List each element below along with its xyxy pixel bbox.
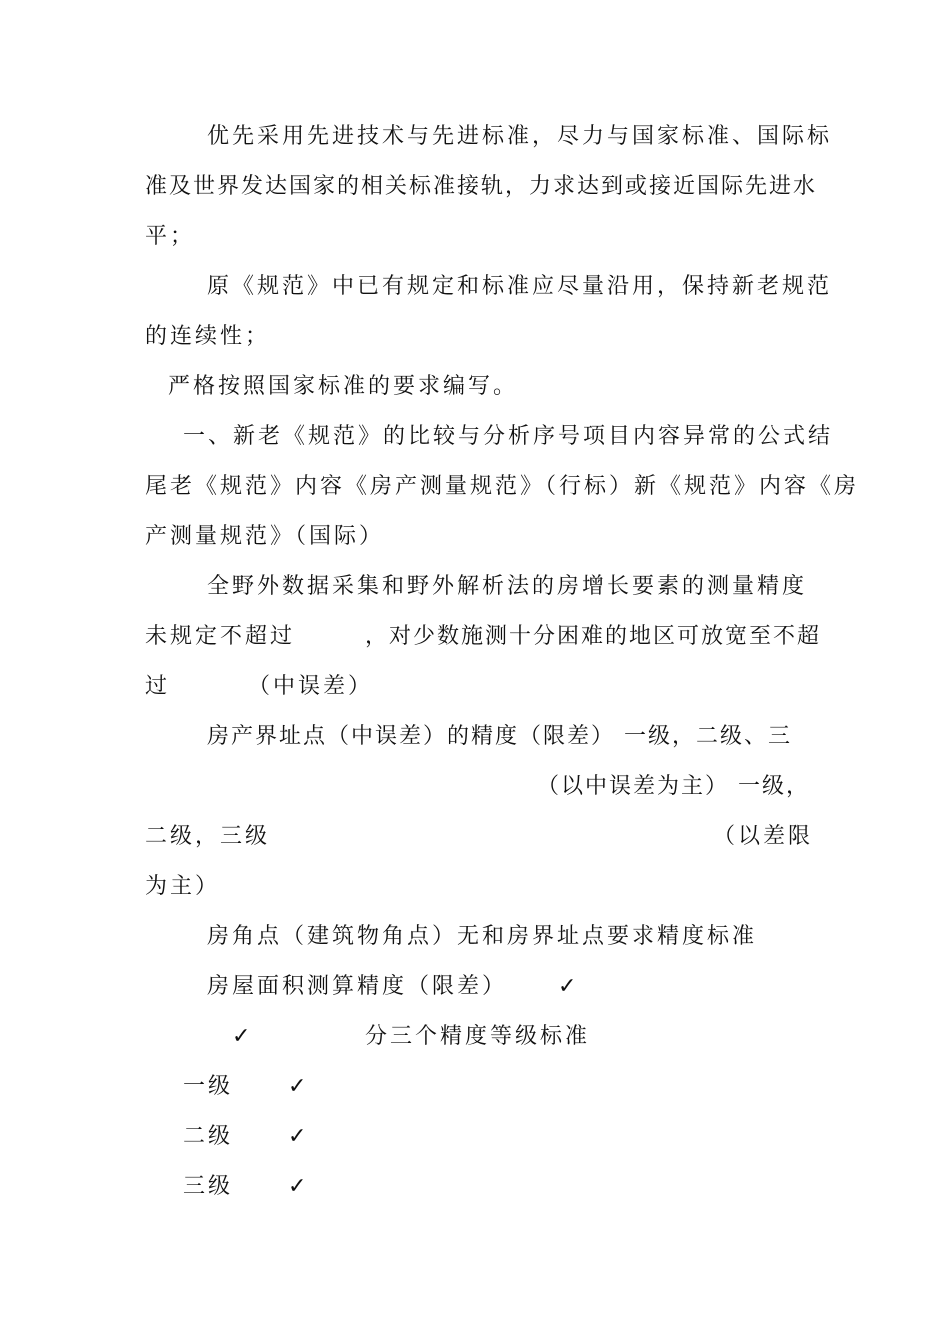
paragraph-6-line-3a: 二级，三级 bbox=[145, 824, 271, 849]
level-2-label: 二级 bbox=[183, 1124, 234, 1149]
check-mark-icon: ✓ bbox=[288, 1074, 307, 1099]
check-mark-icon: ✓ bbox=[288, 1174, 307, 1199]
paragraph-3: 严格按照国家标准的要求编写。 bbox=[168, 374, 519, 399]
level-1-label: 一级 bbox=[183, 1074, 234, 1099]
paragraph-8: 房屋面积测算精度（限差） bbox=[207, 974, 508, 999]
paragraph-6-line-3b: （以差限 bbox=[713, 824, 814, 849]
paragraph-1-line-2: 准及世界发达国家的相关标准接轨，力求达到或接近国际先进水 bbox=[145, 174, 818, 199]
paragraph-4-line-1: 一、新老《规范》的比较与分析序号项目内容异常的公式结 bbox=[183, 424, 834, 449]
check-mark-icon: ✓ bbox=[558, 974, 577, 999]
level-3-label: 三级 bbox=[183, 1174, 234, 1199]
paragraph-6-line-2: （以中误差为主） 一级， bbox=[537, 774, 810, 799]
paragraph-4-line-3: 产测量规范》（国际） bbox=[145, 524, 385, 549]
paragraph-5-line-2b: ，对少数施测十分困难的地区可放宽至不超 bbox=[365, 624, 822, 649]
check-mark-icon: ✓ bbox=[288, 1124, 307, 1149]
paragraph-6-line-1: 房产界址点（中误差）的精度（限差） 一级，二级、三 bbox=[207, 724, 792, 749]
paragraph-1-line-3: 平； bbox=[145, 224, 196, 249]
paragraph-4-line-2: 尾老《规范》内容《房产测量规范》（行标）新《规范》内容《房 bbox=[145, 474, 860, 499]
check-mark-icon: ✓ bbox=[232, 1024, 251, 1049]
paragraph-1-line-1: 优先采用先进技术与先进标准，尽力与国家标准、国际标 bbox=[207, 124, 833, 149]
paragraph-9: 分三个精度等级标准 bbox=[365, 1024, 591, 1049]
paragraph-5-line-1: 全野外数据采集和野外解析法的房增长要素的测量精度 bbox=[207, 574, 808, 599]
paragraph-5-line-2a: 未规定不超过 bbox=[145, 624, 296, 649]
paragraph-2-line-1: 原《规范》中已有规定和标准应尽量沿用，保持新老规范 bbox=[207, 274, 833, 299]
paragraph-2-line-2: 的连续性； bbox=[145, 324, 271, 349]
paragraph-5-line-3a: 过 bbox=[145, 674, 171, 699]
paragraph-7: 房角点（建筑物角点）无和房界址点要求精度标准 bbox=[207, 924, 758, 949]
paragraph-5-line-3b: （中误差） bbox=[248, 674, 374, 699]
paragraph-6-line-4: 为主） bbox=[145, 874, 221, 899]
